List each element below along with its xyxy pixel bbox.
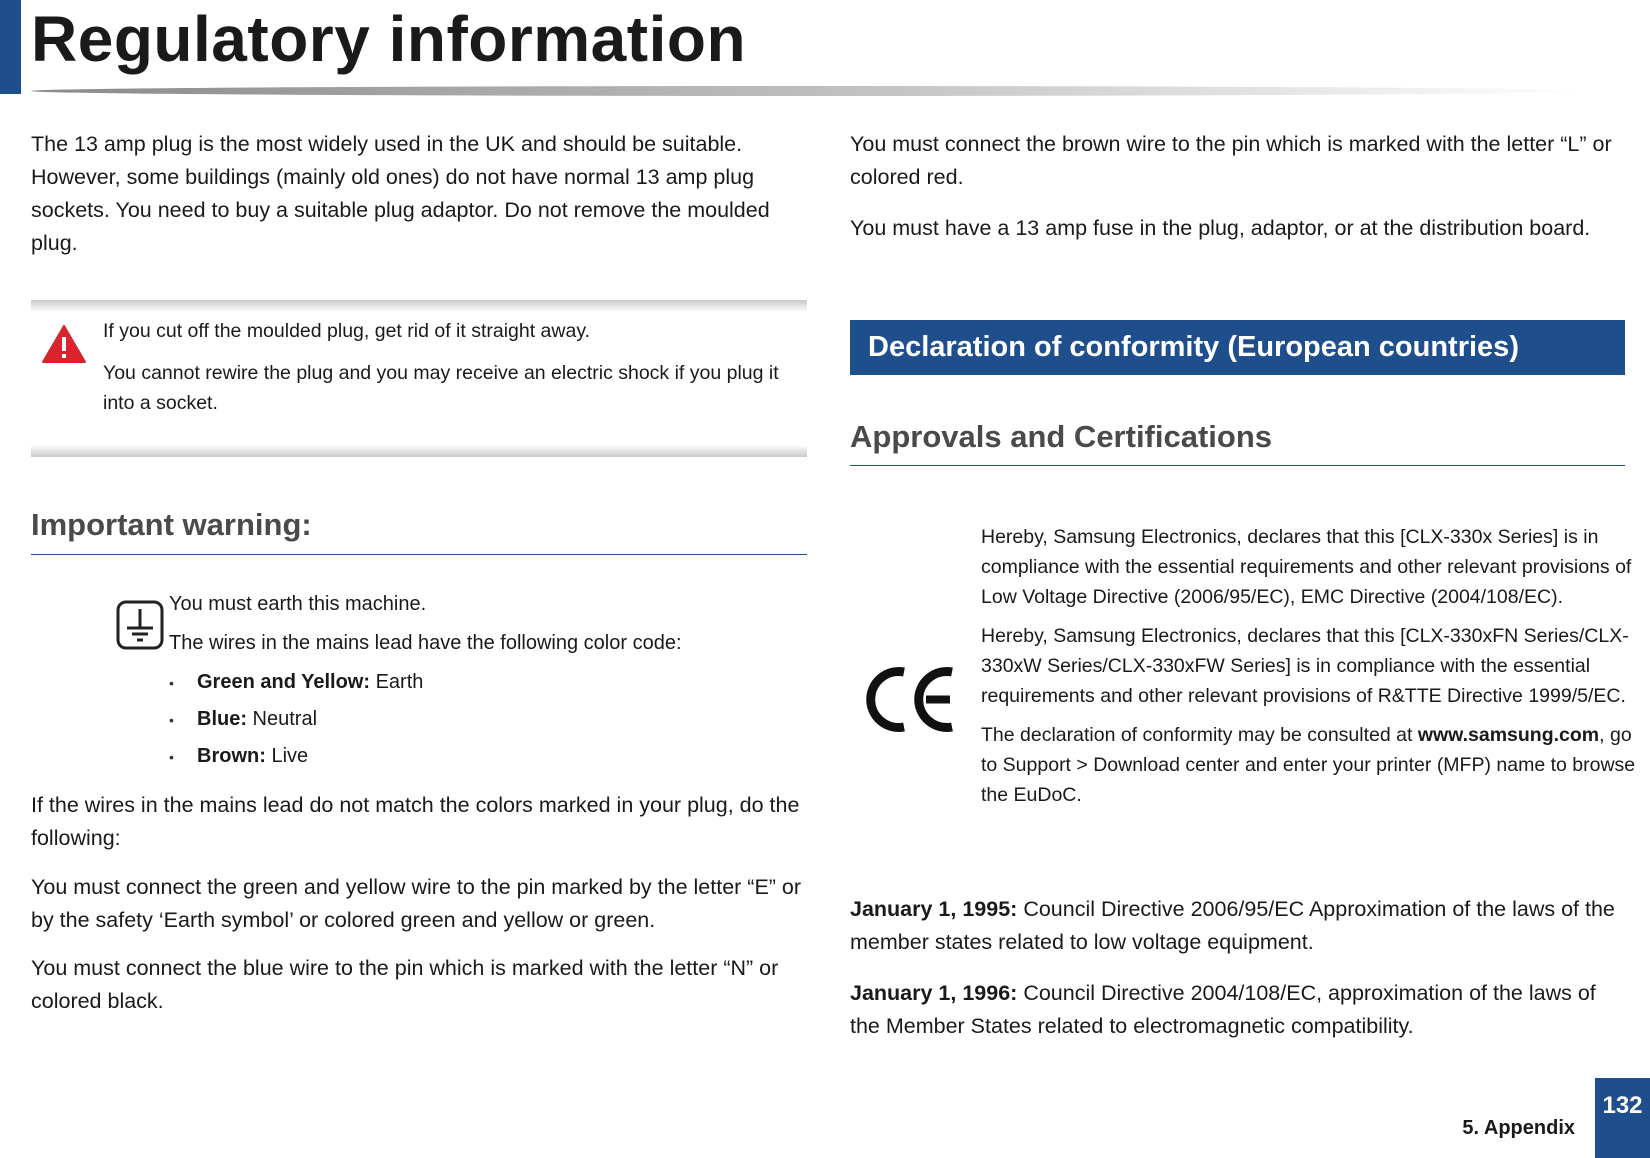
jan-1995-label: January 1, 1995: xyxy=(850,897,1018,921)
blue-wire-paragraph: You must connect the blue wire to the pin which is marked with the letter “N” or colored black. xyxy=(31,956,779,1013)
warning-callout xyxy=(31,300,807,457)
heading-rule xyxy=(31,554,807,555)
declaration-block xyxy=(981,522,1637,810)
footer-section-label: 5. Appendix xyxy=(1462,1117,1575,1139)
declaration-1: Hereby, Samsung Electronics, declares that this [CLX-330x Series] is in compliance with the essential requirements and other relevant provisions of Low Voltage Directive (2006/95/EC), EMC Directive (2004/108/EC). xyxy=(981,526,1632,608)
green-yellow-paragraph: You must connect the green and yellow wire to the pin marked by the letter “E” or by the safety ‘Earth symbol’ or colored green and yellow or green. xyxy=(31,875,802,932)
declaration-3-prefix: The declaration of conformity may be consulted at xyxy=(981,724,1418,746)
banner-title: Declaration of conformity (European countries) xyxy=(868,331,1519,363)
intro-paragraph: The 13 amp plug is the most widely used in the UK and should be suitable. However, some buildings (mainly old ones) do not have normal 13 amp plug sockets. You need to buy a suitable plug adaptor. Do not remove the moulded plug. xyxy=(31,132,770,255)
jan-1996-text: Council Directive 2004/108/EC, approximation of the laws of the Member States related to electromagnetic compatibility. xyxy=(850,981,1596,1038)
header-accent-bar xyxy=(0,0,21,94)
declaration-2: Hereby, Samsung Electronics, declares that this [CLX-330xFN Series/CLX-330xW Series/CLX-330xFW Series] is in compliance with the essential requirements and other relevant provisions of R&TTE Directive 1999/5/EC. xyxy=(981,625,1629,707)
fuse-paragraph: You must have a 13 amp fuse in the plug, adaptor, or at the distribution board. xyxy=(850,216,1591,240)
jan-1995-text: Council Directive 2006/95/EC Approximation of the laws of the member states related to low voltage equipment. xyxy=(850,897,1615,954)
bullet-dot: • xyxy=(169,749,174,765)
callout-top-bar xyxy=(31,300,807,312)
bullet-value: Neutral xyxy=(247,708,318,730)
page-number: 132 xyxy=(1602,1092,1643,1119)
bullet-label: Green and Yellow: xyxy=(197,671,371,693)
samsung-link[interactable]: www.samsung.com xyxy=(1417,724,1600,746)
mismatch-paragraph: If the wires in the mains lead do not match the colors marked in your plug, do the following: xyxy=(31,793,800,850)
jan-1996-label: January 1, 1996: xyxy=(850,981,1018,1005)
bullet-dot: • xyxy=(169,675,174,691)
list-item xyxy=(169,741,789,771)
warning-line-1: If you cut off the moulded plug, get rid of it straight away. xyxy=(103,320,591,342)
page-title: Regulatory information xyxy=(31,3,747,75)
earth-line-2: The wires in the mains lead have the following color code: xyxy=(169,632,682,654)
list-item xyxy=(169,667,789,697)
warning-line-2: You cannot rewire the plug and you may receive an electric shock if you plug it into a socket. xyxy=(103,362,779,414)
declaration-3-suffix: , go to Support > Download center and enter your printer (MFP) name to browse the EuDoC. xyxy=(981,724,1636,806)
warning-text xyxy=(103,316,793,418)
earth-note xyxy=(169,589,789,771)
brown-wire-paragraph: You must connect the brown wire to the pin which is marked with the letter “L” or colored red. xyxy=(850,132,1612,189)
earth-line-1: You must earth this machine. xyxy=(169,593,427,615)
important-warning-heading: Important warning: xyxy=(31,507,312,542)
list-item xyxy=(169,704,789,734)
page-number-box xyxy=(1595,1078,1650,1158)
warning-icon xyxy=(41,324,87,364)
ground-icon xyxy=(116,600,164,650)
bullet-label: Brown: xyxy=(197,745,266,767)
ce-mark-icon xyxy=(866,662,956,737)
declaration-3 xyxy=(981,720,1637,810)
jan-1995-paragraph xyxy=(850,893,1630,959)
bullet-value: Live xyxy=(265,745,309,767)
section-banner xyxy=(850,320,1625,375)
bullet-label: Blue: xyxy=(197,708,247,730)
jan-1996-paragraph xyxy=(850,977,1630,1043)
heading-rule xyxy=(850,465,1625,466)
title-underline xyxy=(31,86,1591,96)
callout-bottom-bar xyxy=(31,445,807,457)
bullet-value: Earth xyxy=(370,671,424,693)
bullet-dot: • xyxy=(169,712,174,728)
approvals-heading: Approvals and Certifications xyxy=(850,419,1273,454)
